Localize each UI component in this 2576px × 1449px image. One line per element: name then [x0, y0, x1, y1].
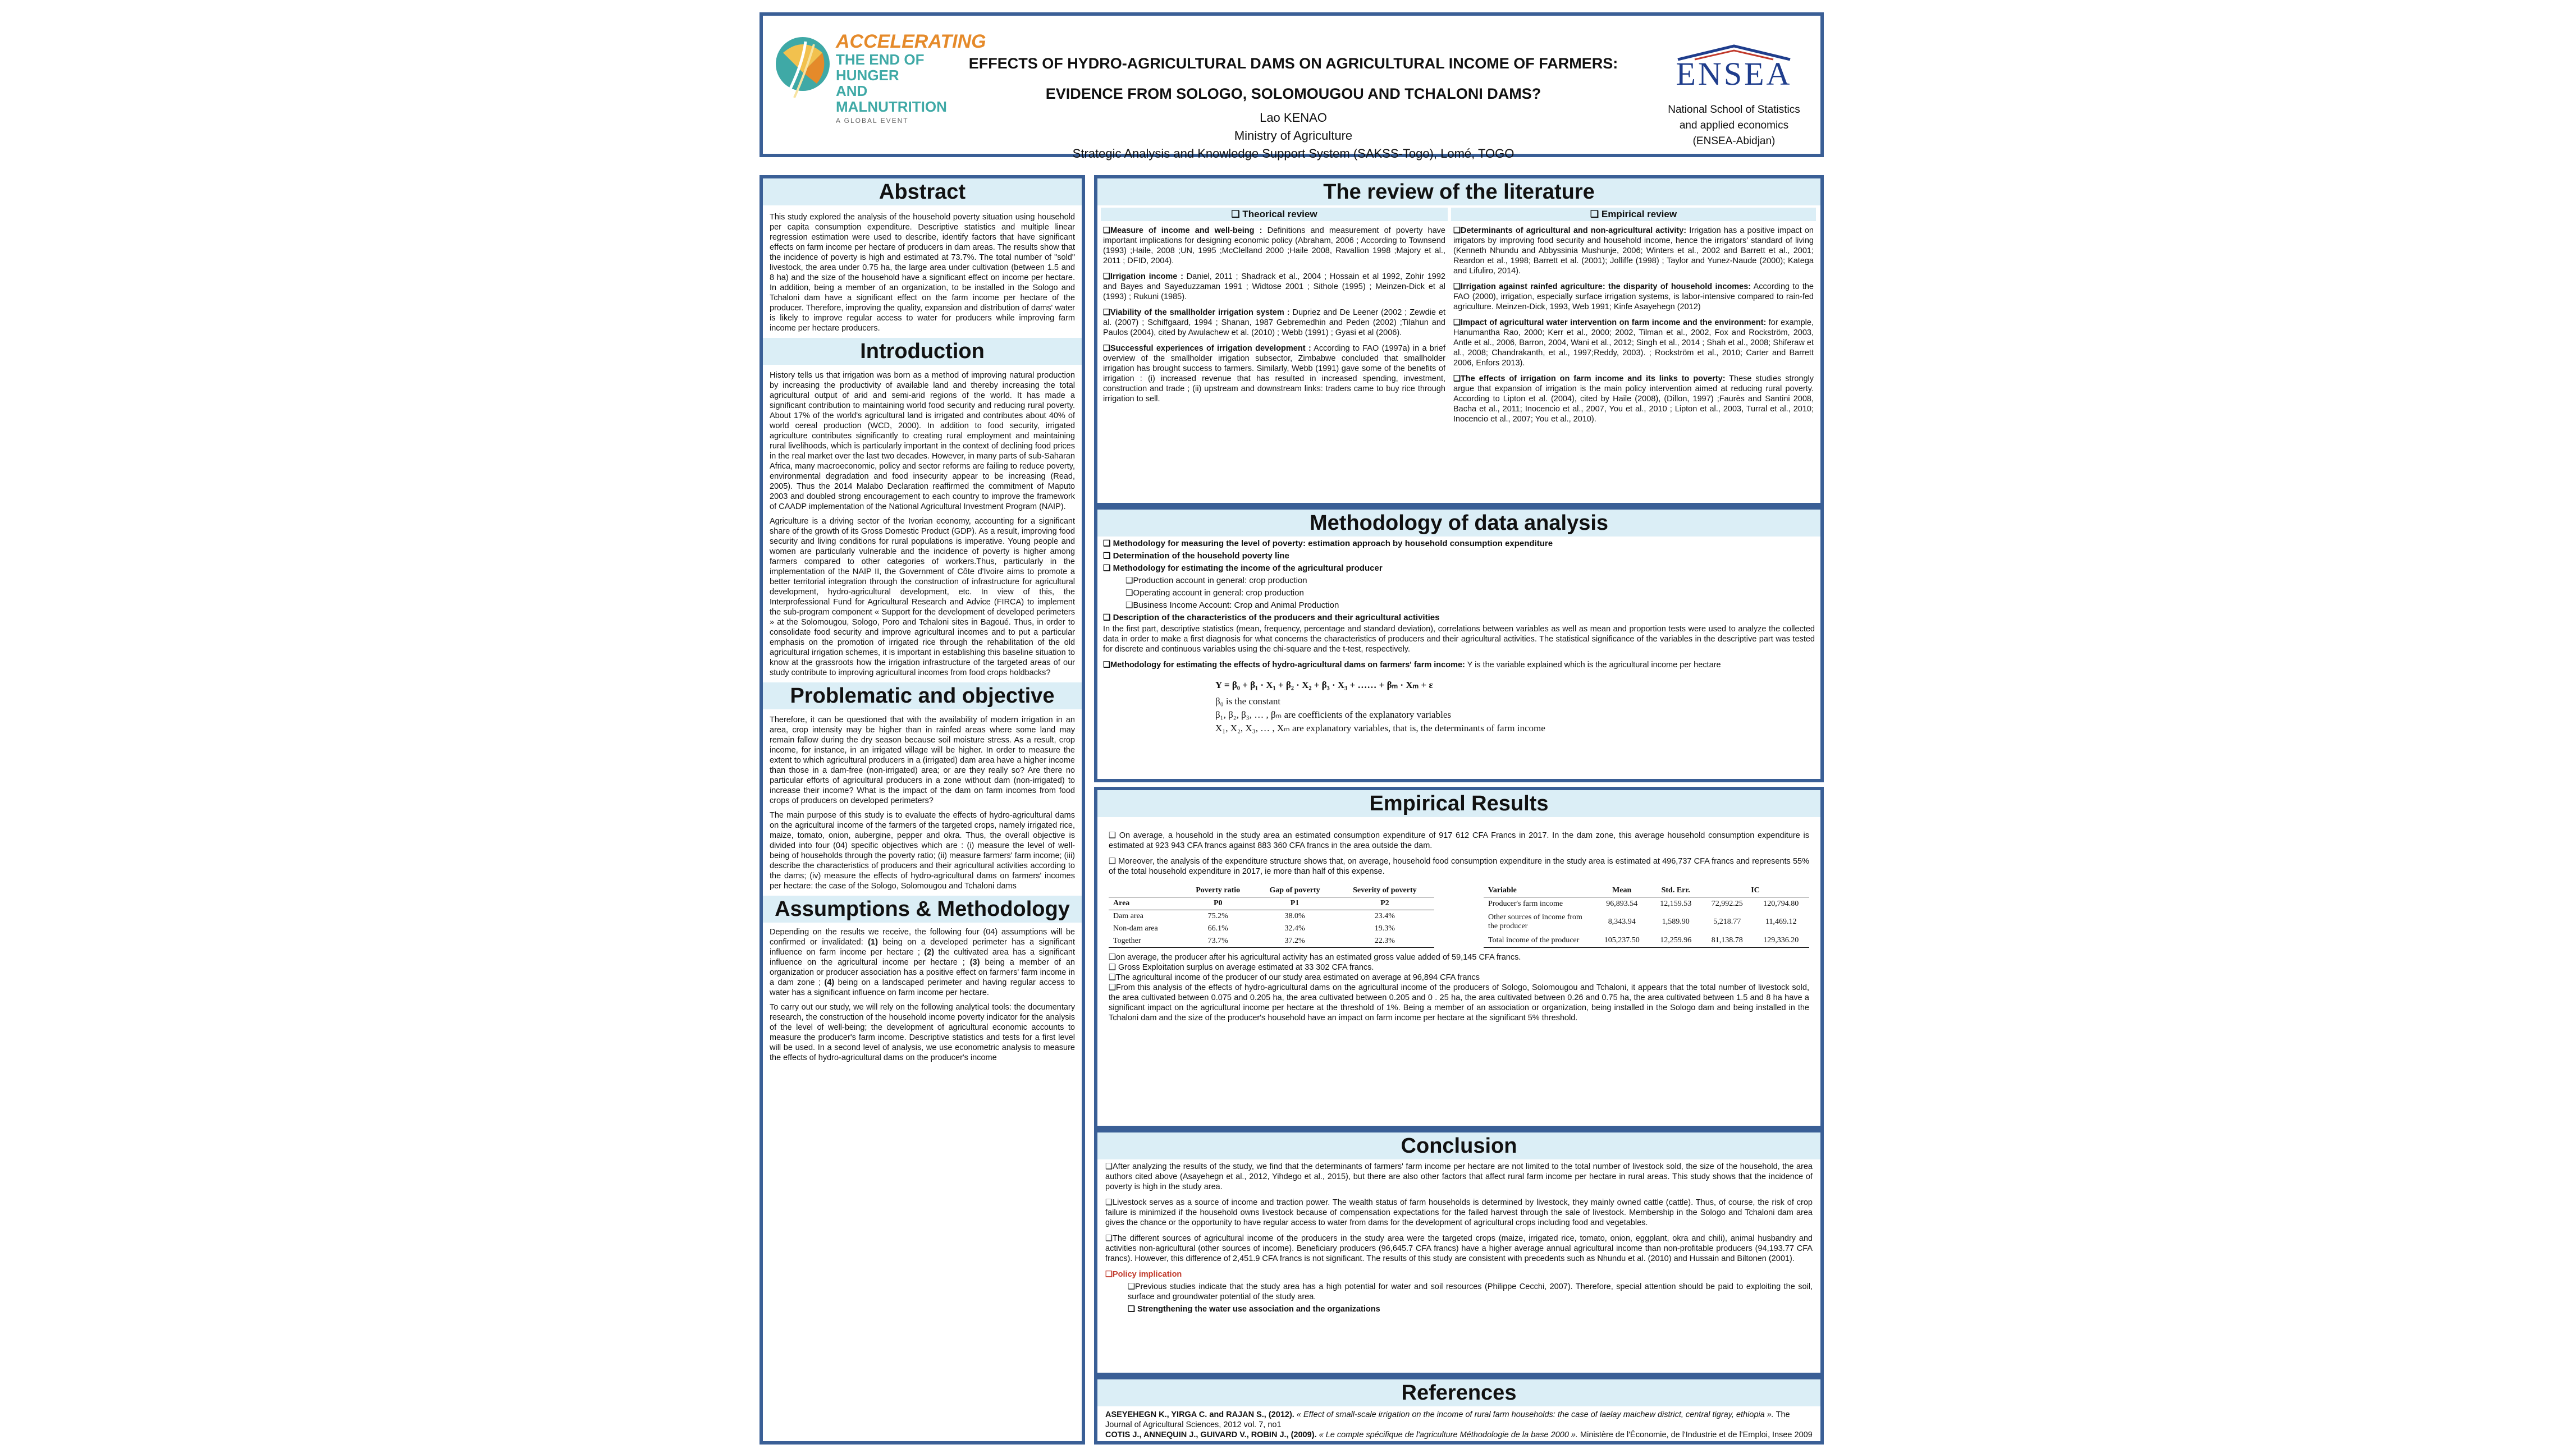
- result-paragraph-3: ❑on average, the producer after his agricultural activity has an estimated gross value added of 59,145 CFA francs.: [1109, 953, 1521, 962]
- theory-item: ❑Measure of income and well-being : Definitions and measurement of poverty have important implications for designing economic policy (Abraham, 2006 ; According to Townsend (1993) ;Haile, 2008 ;UN, 1995 ;McClelland 2000 ;Haile 2008, Ravallion 1998 ;Majory et al., 2011 ; DFID, 2004).: [1103, 226, 1445, 265]
- conclusion-paragraph-2: ❑Livestock serves as a source of income and traction power. The wealth status of farm households is determined by livestock, they mainly owned cattle (cattle). Thus, of course, the risk of crop failure is minimized if the household owns livestock because of compensation expectations for the failed harvest through the sale of livestock. Membership in the Sologo and Tchaloni dam area gives the chance or the opportunity to have regular access to water from dams for the development of agricultural crops including food and vegetables.: [1105, 1198, 1813, 1227]
- introduction-title: Introduction: [763, 338, 1082, 365]
- ensea-sub-2: and applied economics: [1679, 120, 1789, 131]
- event-logo-text: [836, 31, 986, 125]
- equation-note-3: X₁, X₂, X₃, … , Xₘ are explanatory variables, that is, the determinants of farm income: [1215, 723, 1545, 733]
- theoretical-review-title: ❑ Theorical review: [1101, 208, 1448, 221]
- ensea-sub-3: (ENSEA-Abidjan): [1692, 135, 1776, 147]
- empirical-item: ❑Impact of agricultural water intervention on farm income and the environment: for example, Hanumantha Rao, 2000; Kerr et al., 2000; 2002, Tilman et al., 2002, Fox and Rockström, 2003, Antle et al., 2006, Barron, 2004, Wani et al., 2012; Singh et al., 2014 ; Shah et al., 2008; Shiferaw et al., 2008; Chandrakanth, et al., 1997;Reddy, 2003). ; Rockström et al., 2010; Carter and Barrett 2006, Enfors 2013).: [1453, 318, 1814, 368]
- table-cell: Total income of the producer: [1488, 936, 1580, 945]
- results-section: [1094, 787, 1824, 1129]
- equation-note-1: β₀ is the constant: [1215, 696, 1281, 707]
- title-line-2: EVIDENCE FROM SOLOGO, SOLOMOUGOU AND TCHALONI DAMS?: [1045, 85, 1541, 102]
- methodology-item-3a: ❑Production account in general: crop production: [1125, 576, 1307, 585]
- results-body: [1097, 817, 1820, 1023]
- reference-2: COTIS J., ANNEQUIN J., GUIVARD V., ROBIN J., (2009). « Le compte spécifique de l'agriculture Méthodologie de la base 2000 ». Ministère de l'Économie, de l'Industrie et de l'Emploi, Insee 2009: [1105, 1430, 1813, 1439]
- empirical-review-title: ❑ Empirical review: [1451, 208, 1816, 221]
- logo-line-3: AND MALNUTRITION: [836, 82, 947, 115]
- problematic-paragraph-1: Therefore, it can be questioned that with the availability of modern irrigation in an area, crop intensity may be higher than in rainfed areas where some land may remain fallow during the dry season because soil moisture stress. As a result, crop income, for instance, in an irrigated village will be higher. In order to measure the extent to which agricultural producers in a (irrigated) dam area have a higher income than those in a dam-free (non-irrigated) area; or are they really so? Are there no particular efforts of agricultural producers in a zone without dam (non-irrigated) to increase their income? What is the impact of the dam on farm incomes from food crops of producers on developed perimeters?: [770, 716, 1075, 805]
- result-paragraph-1: ❑ On average, a household in the study area an estimated consumption expenditure of 917 612 CFA Francs in 2017. In the dam zone, this average household consumption expenditure is estimated at 923 943 CFA francs against 883 360 CFA francs in the area outside the dam.: [1109, 831, 1809, 850]
- references-list: [1097, 1406, 1820, 1443]
- poverty-subheader-1: Area: [1113, 899, 1130, 907]
- table-cell: 12,259.96: [1660, 936, 1692, 945]
- literature-section: [1094, 175, 1824, 506]
- table-cell: 96,893.54: [1606, 899, 1638, 908]
- result-paragraph-6: ❑From this analysis of the effects of hydro-agricultural dams on the agricultural income of the producers of Sologo, Solomougou and Tchaloni, it appears that the total number of livestock sold, the area cultivated between 0.075 and 0.205 ha, the area cultivated between 0.205 and 0 . 25 ha, the area cultivated between 0.26 and 0.75 ha, the area cultivated between 1.5 and 8 ha have a significant impact on the agricultural income per hectare at the threshold of 1%. Being a member of an association or organization, being installed in the Sologo dam and being installed in the Tchaloni dam and the size of the producer's household have an impact on farm income per hectare at the significant 5% threshold.: [1109, 983, 1809, 1022]
- table-row: [1109, 923, 1434, 935]
- theory-item: ❑Viability of the smallholder irrigation system : Dupriez and De Leener (2002 ; Zewdie et al. (2007) ; Schiffgaard, 1994 ; Shanan, 1987 Gebremedhin and Peden (2002) ;Tilahun and Paulos (2004), cited by Awulachew et al. (2010) ; Webb (1991) ; Gyasi et al (2006).: [1103, 308, 1445, 337]
- conclusion-paragraph-4: ❑Previous studies indicate that the study area has a high potential for water and soil resources (Philippe Cecchi, 2007). Therefore, special attention should be paid to exploiting the soil, surface and groundwater potential of the study area.: [1128, 1282, 1813, 1301]
- abstract-title: Abstract: [763, 178, 1082, 205]
- methodology-section: [1094, 506, 1824, 782]
- table-cell: Producer's farm income: [1488, 899, 1563, 908]
- empirical-item: ❑The effects of irrigation on farm income and its links to poverty: These studies strongly argue that expansion of irrigation is the main policy intervention aimed at reducing rural poverty. According to Lipton et al. (2004), cited by Haile (2008), (Dillon, 1997) ;Faurès and Santini 2008, Bacha et al., 2011; Inocencio et al., 2007, You et al., 2010 ; Lipton et al., 2003, Turral et al., 2010; Inocencio et al., 2007; You et al., 2010).: [1453, 374, 1814, 424]
- income-table: [1484, 884, 1809, 948]
- poverty-table-body: [1109, 910, 1434, 948]
- assumptions-paragraph-1: Depending on the results we receive, the following four (04) assumptions will be confirmed or invalidated: (1) being on a developed perimeter has a significant influence on farm income per hectare ; (2) the cultivated area has a significant influence on the agricultural income per hectare ; (3) being a member of an organization or producer association has a positive effect on farmers' farm income in a dam zone ; (4) being on a landscaped perimeter and having regular access to water has a significant influence on farm income per hectare.: [770, 928, 1076, 997]
- methodology-body: [1097, 537, 1820, 736]
- methodology-item-3c: ❑Business Income Account: Crop and Animal Production: [1125, 600, 1339, 610]
- abstract-paragraph: This study explored the analysis of the household poverty situation using household per capita consumption expenditure. Descriptive statistics and multiple linear regression estimation were used to describe, identify factors that have significant effects on farm income per hectare of producers in dam areas. The results show that the incidence of poverty is high and estimated at 73.7%. The total number of "sold" livestock, the area under 0.75 ha, the large area under cultivation (between 1.5 and 8 ha) and the size of the household have a significant effect on income per hectare. In addition, being a member of an organization, to be installed in the Sologo and Tchaloni dam have a significant effect on the farm income per hectare of the producer. Therefore, improving the quality, expansion and distribution of dams' water is likely to improve regular access to water for producers while improving farm income per hectare producers.: [770, 213, 1075, 333]
- problematic-title: Problematic and objective: [763, 682, 1082, 709]
- table-cell: 11,469.12: [1765, 918, 1797, 927]
- logo-line-1: ACCELERATING: [836, 31, 986, 52]
- ensea-sub-1: National School of Statistics: [1668, 104, 1800, 116]
- empirical-review-list: [1451, 221, 1816, 434]
- introduction-text: [763, 370, 1082, 678]
- income-header-3: Std. Err.: [1661, 886, 1690, 895]
- theory-item: ❑Irrigation income : Daniel, 2011 ; Shadrack et al., 2004 ; Hossain et al 1992, Zohir 1992 and Bayes and Sayeduzzaman 1991 ; Widtose 2001 ; Sithole (1995) ; Meinzen-Dick et al (1993) ; Rukuni (1985).: [1103, 272, 1445, 301]
- table-cell: Together: [1113, 937, 1141, 945]
- author-ministry: Ministry of Agriculture: [1234, 129, 1353, 143]
- assumptions-text: [763, 927, 1082, 1063]
- references-section: [1094, 1376, 1824, 1445]
- methodology-title: Methodology of data analysis: [1097, 510, 1820, 537]
- abstract-text: [763, 212, 1082, 333]
- table-cell: 37.2%: [1284, 937, 1305, 945]
- table-row: [1109, 910, 1434, 923]
- results-tables: [1109, 884, 1809, 948]
- income-header-1: Variable: [1488, 886, 1517, 895]
- conclusion-title: Conclusion: [1097, 1132, 1820, 1159]
- theoretical-review: [1101, 208, 1448, 434]
- poverty-subheader-4: P2: [1380, 899, 1389, 907]
- methodology-item-4-text: In the first part, descriptive statistics (mean, frequency, percentage and standard deviation), correlations between variables as well as mean and proportion tests were used to analyze the collected data in order to make a first diagnosis for what concerns the characteristics of producers and their agricultural activities. The statistical significance of the variables in the descriptive part was tested for discrete and continuous variables using the chi-square and the t-test, respectively.: [1103, 625, 1815, 654]
- table-cell: Dam area: [1113, 912, 1144, 920]
- introduction-paragraph-2: Agriculture is a driving sector of the Ivorian economy, accounting for a significant share of the growth of its Gross Domestic Product (GDP). As a result, improving food security and living conditions for rural populations is imperative. Young people and women are particularly vulnerable and the incidence of poverty is higher among farmers compared to other categories of workers.Thus, particularly in the implementation of the NAIP II, the Government of Côte d'Ivoire aims to promote a better territorial integration through the construction of infrastructure for agricultural development, hydro-agricultural development, etc. In view of this, the Interprofessional Fund for Agricultural Research and Advice (FIRCA) to implement the sub-program component « Support for the development of developed perimeters » at the Solomougou, Sologo, Poro and Tchaloni sites in Bagoué. Thus, in order to consolidate food security and improve agricultural incomes and to put a particular emphasis on the promotion of irrigated rice through the rehabilitation of the old agricultural irrigation schemes, it is important in establishing this baseline situation to know at the grassroots how the irrigation infrastructure of the targeted areas of our study contribute to improving agricultural incomes from food crops holdbacks?: [770, 517, 1075, 677]
- regression-equation: Y = β₀ + β₁ · X₁ + β₂ · X₂ + β₃ · X₃ + …… + βₘ · Xₘ + ε: [1215, 680, 1433, 690]
- results-title: Empirical Results: [1097, 790, 1820, 817]
- globe-wheat-logo-icon: [772, 30, 834, 114]
- methodology-item-5: ❑Methodology for estimating the effects of hydro-agricultural dams on farmers' farm income: Y is the variable explained which is the agricultural income per hectare: [1103, 661, 1721, 670]
- title-line-1: EFFECTS OF HYDRO-AGRICULTURAL DAMS ON AGRICULTURAL INCOME OF FARMERS:: [968, 55, 1618, 72]
- author-name: Lao KENAO: [1260, 111, 1327, 125]
- income-table-body: [1484, 897, 1809, 948]
- author-service: Strategic Analysis and Knowledge Support System (SAKSS-Togo), Lomé, TOGO: [1072, 146, 1515, 161]
- policy-implication-title: ❑Policy implication: [1105, 1270, 1182, 1279]
- conclusion-body: [1097, 1159, 1820, 1322]
- equation-note-2: β₁, β₂, β₃, … , βₘ are coefficients of the explanatory variables: [1215, 709, 1451, 720]
- result-paragraph-4: ❑ Gross Exploitation surplus on average estimated at 33 302 CFA francs.: [1109, 963, 1374, 972]
- problematic-paragraph-2: The main purpose of this study is to evaluate the effects of hydro-agricultural dams on the agricultural income of the farmers of the targeted crops, namely irrigated rice, maize, tomato, onion, aubergine, pepper and okra. Thus, the overall objective is divided into four (04) specific objectives which are : (i) measure the level of well-being of households through the poverty ratio; (ii) measure farmers' farm income; (iii) describe the characteristics of producers and their agricultural activities according to the dams; (iv) measure the effects of hydro-agricultural dams on farmers' incomes per hectare: the case of the Sologo, Solomougou and Tchaloni dams: [770, 811, 1075, 891]
- table-cell: 32.4%: [1284, 924, 1305, 933]
- conclusion-paragraph-5: ❑ Strengthening the water use association and the organizations: [1128, 1305, 1380, 1314]
- references-title: References: [1097, 1379, 1820, 1406]
- poverty-subheader-2: P0: [1213, 899, 1223, 907]
- table-cell: 5,218.77: [1713, 918, 1741, 927]
- result-paragraph-5: ❑The agricultural income of the producer of our study area estimated on average at 96,894 CFA francs: [1109, 973, 1480, 982]
- result-paragraph-2: ❑ Moreover, the analysis of the expenditure structure shows that, on average, household food consumption expenditure in the study area is estimated at 496,737 CFA francs and represents 55% of the total household expenditure in 2017, ie more than half of this expense.: [1109, 857, 1809, 876]
- header: [759, 12, 1824, 161]
- left-column: [759, 175, 1085, 1445]
- table-row: [1109, 935, 1434, 948]
- title-block: [965, 48, 1622, 163]
- methodology-item-2: ❑ Determination of the household poverty line: [1103, 551, 1289, 561]
- table-cell: 1,589.90: [1662, 918, 1690, 927]
- table-cell: Non-dam area: [1113, 924, 1158, 933]
- ensea-block: [1650, 44, 1818, 149]
- table-cell: 8,343.94: [1608, 918, 1636, 927]
- logo-line-4: A GLOBAL EVENT: [836, 117, 909, 125]
- theory-item: ❑Successful experiences of irrigation development : According to FAO (1997a) in a brief overview of the smallholder irrigation subsector, Zimbabwe concluded that smallholder irrigation has brought success to farmers. Similarly, Webb (1991) gave some of the benefits of irrigation : (i) increased revenue that has resulted in increased spending, investment, construction and trade ; (ii) upstream and downstream links: traders came to buy rice through irrigation to sell.: [1103, 344, 1446, 403]
- table-row: [1484, 911, 1809, 934]
- problematic-text: [763, 715, 1082, 891]
- assumptions-title: Assumptions & Methodology: [763, 896, 1082, 923]
- theoretical-review-list: [1101, 221, 1448, 414]
- table-cell: 72,992.25: [1711, 899, 1743, 908]
- methodology-item-4: ❑ Description of the characteristics of the producers and their agricultural activities: [1103, 613, 1440, 622]
- conclusion-paragraph-3: ❑The different sources of agricultural income of the producers in the study area were the targeted crops (maize, irrigated rice, tomato, onion, eggplant, okra and chili), animal husbandry and activities non-agricultural (other sources of income). Beneficiary producers (96,645.7 CFA francs) have a higher average annual agricultural income than non-profitable producers (94,193.77 CFA francs). However, this difference of 2,451.9 CFA francs is not significant. The results of this study are consistent with precedents such as Nhundu et al. (2010) and Hussain and Biltonen (2001).: [1105, 1234, 1813, 1263]
- conclusion-section: [1094, 1129, 1824, 1376]
- methodology-item-3b: ❑Operating account in general: crop production: [1125, 588, 1304, 598]
- methodology-item-1: ❑ Methodology for measuring the level of poverty: estimation approach by household consumption expenditure: [1103, 539, 1553, 548]
- assumptions-paragraph-2: To carry out our study, we will rely on the following analytical tools: the documentary research, the construction of the household income poverty indicator for the analysis of the level of well-being; the development of agricultural economic accounts to measure the producer's farm income. Descriptive statistics and tests for a first level will be used. In a second level of analysis, we use econometric analysis to measure the effects of hydro-agricultural dams on the producer's income: [770, 1003, 1075, 1062]
- income-header-4: IC: [1751, 886, 1760, 895]
- poster: [759, 12, 1827, 1449]
- introduction-paragraph-1: History tells us that irrigation was born as a method of improving natural production by increasing the productivity of available land and thereby increasing the total agricultural output of arid and semi-arid regions of the world. It has made a significant contribution to maintaining world food security and reducing rural poverty. About 17% of the world's agricultural land is irrigated and contributes about 40% of world cereal production (WCD, 2000). In addition to food security, irrigated agriculture contributes significantly to creating rural employment and maintaining rural livelihoods, which is particularly important in the context of declining food prices in the real market over the last two decades. However, in many parts of sub-Saharan Africa, many macroeconomic, policy and sector reforms are failing to reduce poverty, environmental degradation and food insecurity appear to be increasing (Read, 2005). Thus the 2014 Malabo Declaration reaffirmed the commitment of Maputo 2003 and doubled strong encouragement to each country to improve the framework of CAADP implementation of the National Agricultural Investment Program (NAIP).: [770, 371, 1075, 511]
- income-header-2: Mean: [1612, 886, 1632, 895]
- empirical-item: ❑Irrigation against rainfed agriculture: the disparity of household incomes: According to the FAO (2000), irrigation, especially surface irrigation systems, is labor-intensive compared to rain-fed agriculture. Meinzen-Dick, 1993, Web 1991; Kinfe Asayehegn (2012): [1453, 282, 1814, 311]
- poverty-header-2: Gap of poverty: [1269, 886, 1320, 895]
- poverty-subheader-3: P1: [1290, 899, 1300, 907]
- table-cell: Other sources of income from the producer: [1488, 913, 1582, 931]
- logo-line-2: THE END OF HUNGER: [836, 51, 925, 84]
- table-cell: 81,138.78: [1711, 936, 1743, 945]
- empirical-item: ❑Determinants of agricultural and non-agricultural activity: Irrigation has a positive impact on irrigators by improving food security and household income, hence the irrigators' standard of living (Kenneth Nhundu and Abbyssinia Mushunje, 2006; Winters et al., 2002 and Barrett et al., 2001; Reardon et al., 1998; Barrett et al. (2001); Jolliffe (1998) ; Taylor and Yunez-Naude (2000); Katega and Lifuliro, 2014).: [1453, 226, 1814, 276]
- literature-title: The review of the literature: [1097, 178, 1820, 205]
- methodology-item-3: ❑ Methodology for estimating the income of the agricultural producer: [1103, 563, 1383, 573]
- table-cell: 66.1%: [1207, 924, 1228, 933]
- poverty-header-3: Severity of poverty: [1353, 886, 1417, 895]
- literature-columns: [1097, 205, 1820, 437]
- table-cell: 120,794.80: [1763, 899, 1799, 908]
- table-cell: 19.3%: [1374, 924, 1395, 933]
- reference-1: ASEYEHEGN K., YIRGA C. and RAJAN S., (2012). « Effect of small-scale irrigation on the income of rural farm households: the case of laelay maichew district, central tigray, ethiopia ». The Journal of Agricultural Sciences, 2012 vol. 7, no1: [1105, 1410, 1790, 1429]
- table-cell: 23.4%: [1374, 912, 1395, 920]
- table-cell: 22.3%: [1374, 937, 1395, 945]
- table-cell: 73.7%: [1207, 937, 1228, 945]
- poverty-header-1: Poverty ratio: [1196, 886, 1241, 895]
- poverty-table: [1109, 884, 1434, 948]
- table-cell: 75.2%: [1207, 912, 1228, 920]
- ensea-name: ENSEA: [1676, 56, 1792, 92]
- table-cell: 105,237.50: [1604, 936, 1640, 945]
- table-cell: 129,336.20: [1763, 936, 1799, 945]
- table-cell: 12,159.53: [1660, 899, 1692, 908]
- conclusion-paragraph-1: ❑After analyzing the results of the study, we find that the determinants of farmers' farm income per hectare are not limited to the total number of livestock sold, the size of the household, the area authors cited above (Asayehegn et al., 2012, Yihdego et al., 2015), but there are also other factors that affect rural farm income per hectare in rural areas. This study shows that the incidence of poverty is high in the study area.: [1105, 1162, 1813, 1191]
- table-row: [1484, 934, 1809, 947]
- table-row: [1484, 897, 1809, 911]
- empirical-review: [1451, 208, 1816, 434]
- table-cell: 38.0%: [1284, 912, 1305, 920]
